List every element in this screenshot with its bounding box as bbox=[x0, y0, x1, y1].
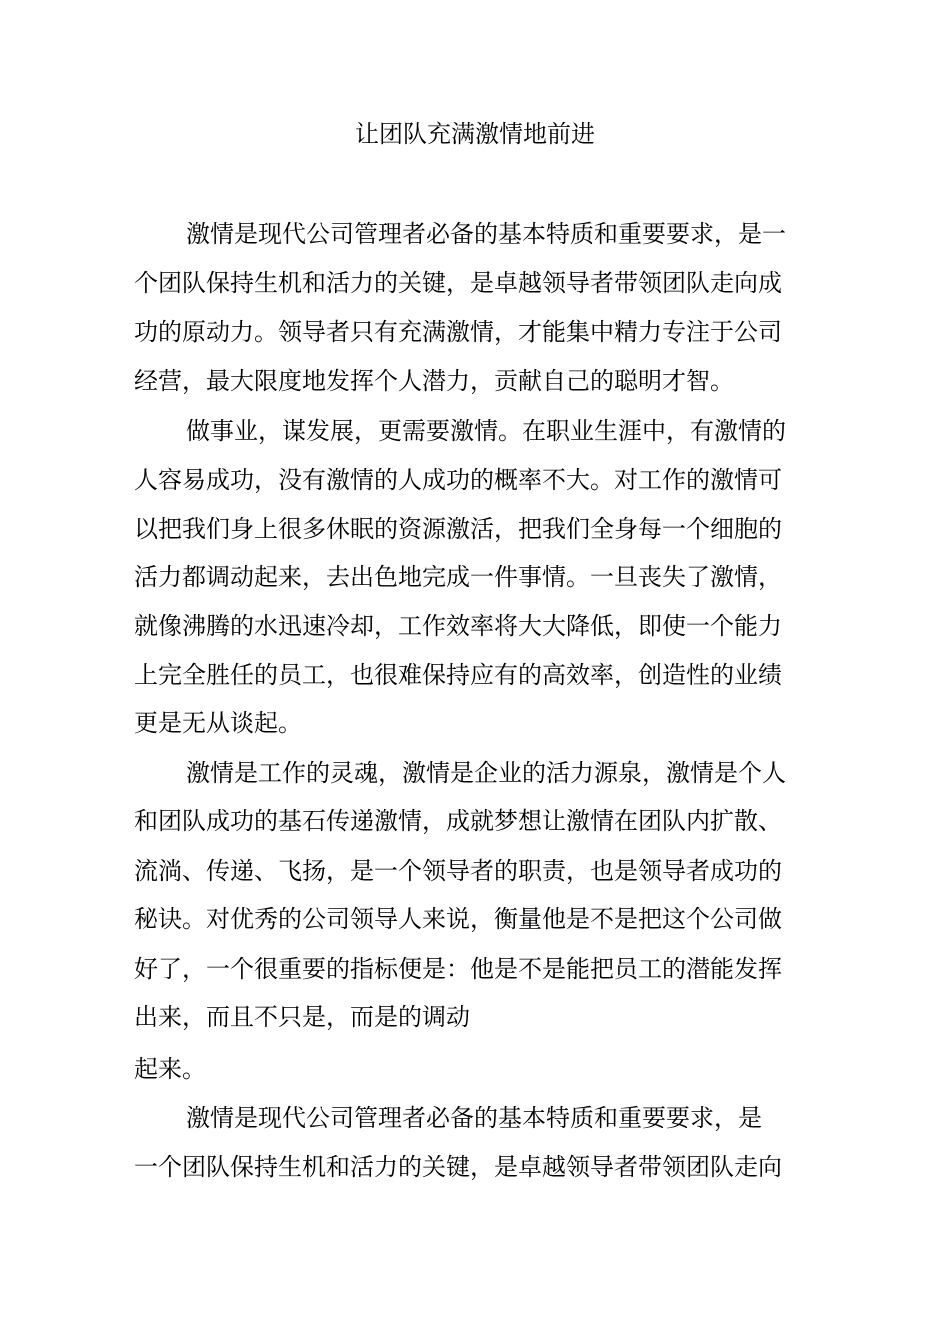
text-line: 以把我们身上很多休眠的资源激活，把我们全身每一个细胞的 bbox=[134, 515, 782, 543]
text-line: 一个团队保持生机和活力的关键，是卓越领导者带领团队走向 bbox=[134, 1153, 782, 1181]
text-line: 经营，最大限度地发挥个人潜力，贡献自己的聪明才智。 bbox=[134, 367, 734, 395]
text-line: 好了，一个很重要的指标便是：他是不是能把员工的潜能发挥 bbox=[134, 955, 782, 983]
text-line: 个团队保持生机和活力的关键，是卓越领导者带领团队走向成 bbox=[134, 269, 782, 297]
text-line: 和团队成功的基石传递激情，成就梦想让激情在团队内扩散、 bbox=[134, 807, 782, 835]
text-line: 出来，而且不只是，而是的调动 bbox=[134, 1003, 470, 1031]
text-line: 激情是现代公司管理者必备的基本特质和重要要求，是一 bbox=[186, 220, 786, 248]
text-line: 起来。 bbox=[134, 1055, 206, 1083]
text-line: 人容易成功，没有激情的人成功的概率不大。对工作的激情可 bbox=[134, 466, 782, 494]
text-line: 就像沸腾的水迅速冷却，工作效率将大大降低，即使一个能力 bbox=[134, 612, 782, 640]
text-line: 激情是工作的灵魂，激情是企业的活力源泉，激情是个人 bbox=[186, 759, 786, 787]
text-line: 做事业，谋发展，更需要激情。在职业生涯中，有激情的 bbox=[186, 417, 786, 445]
text-line: 功的原动力。领导者只有充满激情，才能集中精力专注于公司 bbox=[134, 318, 782, 346]
document-title: 让团队充满激情地前进 bbox=[355, 120, 595, 148]
text-line: 流淌、传递、飞扬，是一个领导者的职责，也是领导者成功的 bbox=[134, 857, 782, 885]
text-line: 更是无从谈起。 bbox=[134, 709, 302, 737]
text-line: 活力都调动起来，去出色地完成一件事情。一旦丧失了激情， bbox=[134, 563, 782, 591]
text-line: 秘诀。对优秀的公司领导人来说，衡量他是不是把这个公司做 bbox=[134, 905, 782, 933]
text-line: 激情是现代公司管理者必备的基本特质和重要要求，是 bbox=[186, 1104, 762, 1132]
text-line: 上完全胜任的员工，也很难保持应有的高效率，创造性的业绩 bbox=[134, 661, 782, 689]
